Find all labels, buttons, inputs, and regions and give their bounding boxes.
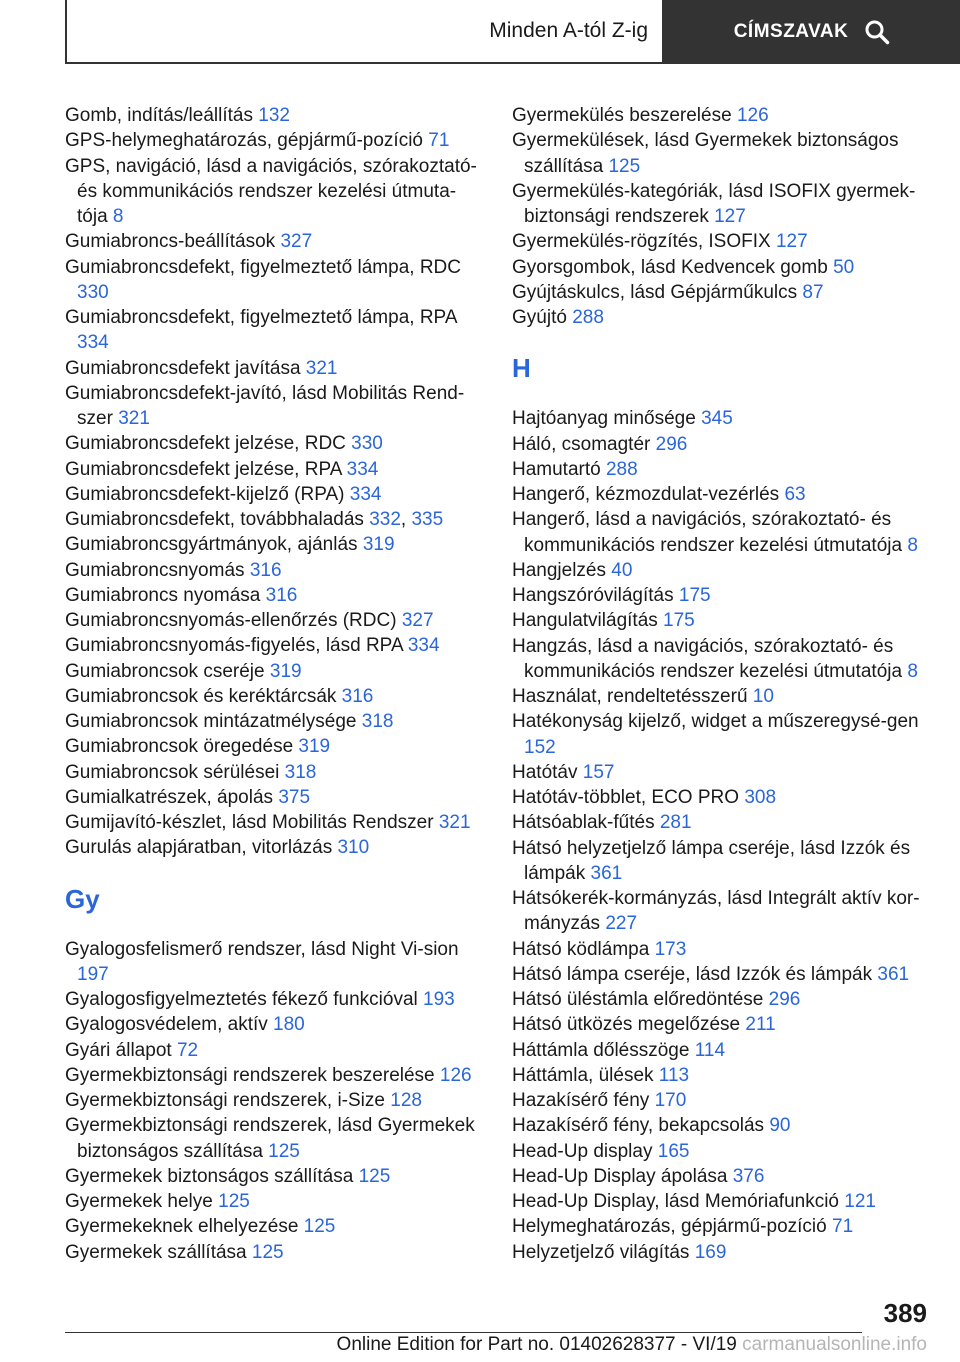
index-entry-text: Gumiabroncsdefekt-kijelző (RPA) — [65, 483, 345, 505]
page-link[interactable]: 334 — [77, 332, 109, 354]
page-link[interactable]: 125 — [251, 1241, 284, 1263]
page-link[interactable]: 8 — [907, 534, 918, 556]
index-entry-text: Gumialkatrészek, ápolás — [65, 786, 274, 808]
page-link[interactable]: 335 — [411, 509, 444, 530]
index-entry — [512, 1189, 927, 1214]
index-entry-text: Gumiabroncs-beállítások — [65, 231, 276, 253]
index-entry — [512, 608, 927, 633]
index-entry-text: Gyújtó — [512, 307, 567, 328]
page-link[interactable]: 361 — [877, 963, 910, 985]
page-link[interactable]: 157 — [582, 761, 615, 783]
index-entry-text: Hatótáv — [512, 761, 578, 783]
index-entry — [512, 1088, 927, 1113]
index-entry-text: Hangerő, kézmozdulat-vezérlés — [512, 484, 780, 505]
index-entry-text: Gumiabroncsok mintázatmélysége — [65, 711, 357, 732]
index-entry: Gumiabroncsdefekt, továbbhaladás 332, 335 — [65, 509, 444, 530]
index-entry-text: Hangszóróvilágítás — [512, 585, 674, 606]
index-entry — [65, 1063, 485, 1088]
index-entry — [512, 432, 927, 457]
index-entry-text: Gyermekek biztonságos szállítása — [65, 1165, 354, 1187]
index-entry — [65, 709, 485, 734]
index-entry — [65, 633, 485, 658]
index-entry — [65, 810, 485, 835]
index-entry — [65, 1240, 485, 1265]
page-link[interactable]: 319 — [298, 736, 331, 758]
page-link[interactable]: 281 — [659, 812, 692, 834]
index-entry-text: Gumiabroncsdefekt jelzése, RPA — [65, 458, 342, 480]
index-entry-text: Gyermekbiztonsági rendszerek beszerelése — [65, 1064, 435, 1086]
index-entry — [65, 1214, 485, 1239]
index-entry — [512, 1012, 927, 1037]
index-entry-text: Gyári állapot — [65, 1039, 172, 1061]
index-entry-text: Gyújtáskulcs, lásd Gépjárműkulcs — [512, 281, 798, 303]
page-number: 389 — [883, 1298, 927, 1328]
page-link[interactable]: 169 — [694, 1241, 727, 1263]
index-entry — [512, 128, 927, 179]
page-link[interactable]: 296 — [768, 989, 801, 1010]
index-entry-text: Gumiabroncsdefekt javítása — [65, 357, 301, 379]
page-link[interactable]: 296 — [655, 433, 688, 455]
index-entry-text: Használat, rendeltetésszerű — [512, 686, 748, 707]
page-link[interactable]: 71 — [832, 1216, 854, 1238]
page-link[interactable]: 316 — [249, 559, 282, 581]
page-link[interactable]: 87 — [802, 281, 824, 303]
index-entry-text: Gumiabroncsok és keréktárcsák — [65, 685, 337, 707]
page-link[interactable]: 361 — [590, 862, 623, 884]
page-link[interactable]: 318 — [361, 711, 394, 732]
page-link[interactable]: 71 — [428, 130, 450, 152]
index-entry-text: Gyalogosfigyelmeztetés fékező funkcióval — [65, 989, 418, 1010]
index-entry-text: Gumiabroncsdefekt, továbbhaladás — [65, 509, 364, 530]
page-link[interactable]: 8 — [907, 660, 918, 682]
index-entry-text: Hangzás, lásd a navigációs, szórakoztató- és kommunikációs rendszer kezelési útmutatója — [512, 635, 903, 682]
page-link[interactable]: 152 — [524, 736, 556, 758]
index-entry — [512, 305, 927, 330]
index-entry-text: Helyzetjelző világítás — [512, 1241, 690, 1263]
index-entry — [65, 987, 485, 1012]
page-link[interactable]: 125 — [268, 1140, 300, 1162]
index-entry — [65, 356, 485, 381]
index-entry-text: GPS-helymeghatározás, gépjármű-pozíció — [65, 130, 424, 152]
index-entry — [65, 255, 485, 306]
index-entry-text: Gomb, indítás/leállítás — [65, 105, 253, 126]
page-link[interactable]: 330 — [351, 433, 383, 455]
index-entry — [512, 507, 927, 558]
index-entry — [65, 1038, 485, 1063]
index-entry — [512, 962, 927, 987]
index-entry-text: Gumiabroncsnyomás-figyelés, lásd RPA — [65, 635, 403, 657]
index-entry-text: Head-Up Display ápolása — [512, 1165, 728, 1187]
index-entry — [65, 1113, 485, 1164]
index-entry — [512, 684, 927, 709]
index-entry-text: Gumiabroncsdefekt, figyelmeztető lámpa, RDC — [65, 256, 461, 278]
page-link[interactable]: 227 — [605, 913, 638, 935]
index-entry — [65, 785, 485, 810]
page-link[interactable]: 170 — [654, 1090, 687, 1111]
page-link[interactable]: 376 — [732, 1165, 765, 1187]
index-entry — [512, 406, 927, 431]
index-entry-text: Gumiabroncsok cseréje — [65, 660, 265, 682]
page-link[interactable]: 173 — [654, 938, 687, 960]
index-entry-text: Hátsó ütközés megelőzése — [512, 1014, 741, 1036]
index-entry-text: Gurulás alapjáratban, vitorlázás — [65, 837, 333, 859]
footer — [337, 1334, 927, 1356]
index-entry-text: Gyermekülés-rögzítés, ISOFIX — [512, 231, 771, 253]
index-entry — [512, 229, 927, 254]
page-link[interactable]: 308 — [744, 787, 777, 808]
index-entry-text: Hangjelzés — [512, 559, 606, 581]
index-entry-text: Gumijavító-készlet, lásd Mobilitás Rendszer — [65, 812, 434, 833]
page-link[interactable]: 175 — [678, 585, 711, 606]
index-entry-text: Gumiabroncsdefekt-javító, lásd Mobilitás Rend-szer — [65, 382, 465, 429]
index-entry — [512, 558, 927, 583]
index-entry-text: Hátsó üléstámla előredöntése — [512, 989, 764, 1010]
page-link[interactable]: 121 — [844, 1191, 876, 1212]
search-icon[interactable] — [864, 19, 890, 45]
index-entry — [65, 1164, 485, 1189]
index-entry — [512, 937, 927, 962]
index-entry — [65, 734, 485, 759]
page-link[interactable]: 125 — [608, 155, 641, 177]
index-entry — [65, 608, 485, 633]
index-entry-text: Head-Up display — [512, 1140, 653, 1162]
index-entry-text: Gyermekülés beszerelése — [512, 105, 732, 126]
index-entry-text: Gyermekeknek elhelyezése — [65, 1216, 299, 1238]
index-entry-text: Gumiabroncsdefekt, figyelmeztető lámpa, RPA — [65, 307, 457, 328]
index-entry — [512, 987, 927, 1012]
index-entry-text: Hátsó ködlámpa — [512, 938, 650, 960]
page-link[interactable]: 193 — [423, 989, 455, 1010]
page-link[interactable]: 125 — [303, 1216, 336, 1238]
index-entry-text: Hamutartó — [512, 458, 601, 480]
page-link[interactable]: 321 — [118, 408, 150, 429]
index-entry-text: Gyalogosfelismerő rendszer, lásd Night Vi-sion — [65, 938, 459, 960]
page-link[interactable]: 327 — [280, 231, 313, 253]
index-entry-text: Hajtóanyag minősége — [512, 408, 696, 430]
index-entry — [65, 583, 485, 608]
index-entry-text: Head-Up Display, lásd Memóriafunkció — [512, 1191, 839, 1212]
page-link[interactable]: 165 — [657, 1140, 690, 1162]
index-column-left — [65, 103, 485, 1265]
index-entry — [512, 1240, 927, 1265]
index-entry — [512, 179, 927, 230]
index-entry-text: Hatótáv-többlet, ECO PRO — [512, 787, 740, 808]
page-link[interactable]: 90 — [769, 1115, 791, 1137]
index-entry-text: Hangerő, lásd a navigációs, szórakoztató- és kommunikációs rendszer kezelési útmutatója — [512, 509, 903, 556]
index-entry — [512, 760, 927, 785]
index-entry-text: Hátsókerék-kormányzás, lásd Integrált aktív kor-mányzás — [512, 888, 920, 935]
page-link[interactable]: 375 — [278, 786, 311, 808]
page-link[interactable]: 132 — [258, 105, 290, 126]
page-link[interactable]: 321 — [438, 812, 471, 833]
index-entry-text: Hatékonyság kijelző, widget a műszeregysé-gen — [512, 711, 919, 733]
section-heading: Gy — [65, 883, 100, 914]
page-link[interactable]: 211 — [745, 1014, 776, 1036]
page-link[interactable]: 321 — [305, 357, 338, 379]
index-entry — [65, 558, 485, 583]
index-entry-text: Hátsó helyzetjelző lámpa cseréje, lásd Izzók és lámpák — [512, 837, 911, 884]
index-entry-text: Hazakísérő fény, bekapcsolás — [512, 1115, 765, 1137]
footer-watermark: carmanualsonline.info — [742, 1334, 927, 1355]
page-link[interactable]: 334 — [407, 635, 440, 657]
index-entry — [65, 1189, 485, 1214]
page-link[interactable]: 127 — [775, 231, 808, 253]
index-entry — [65, 684, 485, 709]
index-entry-text: Gyorsgombok, lásd Kedvencek gomb — [512, 256, 828, 278]
index-entry — [512, 457, 927, 482]
index-entry-text: Gumiabroncsok öregedése — [65, 736, 294, 758]
tab-index[interactable] — [65, 0, 664, 64]
index-entry-text: Háttámla, ülések — [512, 1064, 654, 1086]
page-link[interactable]: 197 — [77, 963, 109, 985]
page-link[interactable]: 334 — [349, 483, 382, 505]
index-entry — [512, 255, 927, 280]
index-entry — [512, 1038, 927, 1063]
page-link[interactable]: 319 — [269, 660, 302, 682]
index-entry-text: Gyermekülés-kategóriák, lásd ISOFIX gyermek-biztonsági rendszerek — [512, 180, 916, 227]
page-link[interactable]: 288 — [605, 458, 638, 480]
tab-index-label: Minden A-tól Z-ig — [489, 19, 648, 42]
index-entry — [65, 760, 485, 785]
page-link[interactable]: 40 — [611, 559, 633, 581]
index-entry — [512, 1164, 927, 1189]
index-entry-text: Gumiabroncsnyomás-ellenőrzés (RDC) — [65, 610, 397, 631]
page-link[interactable]: 318 — [284, 761, 317, 783]
page-link[interactable]: 180 — [273, 1014, 305, 1036]
page-link[interactable]: 127 — [714, 206, 746, 227]
index-entry — [65, 937, 485, 988]
index-entry — [65, 103, 485, 128]
page-link[interactable]: 316 — [341, 685, 374, 707]
index-entry — [512, 785, 927, 810]
index-entry-text: Hátsó lámpa cseréje, lásd Izzók és lámpák — [512, 963, 873, 985]
footer-divider — [65, 1332, 862, 1333]
index-entry-text: Gumiabroncsok sérülései — [65, 761, 280, 783]
index-entry-text: Gumiabroncsgyártmányok, ajánlás — [65, 534, 358, 556]
tab-keywords-label: CÍMSZAVAK — [733, 21, 849, 42]
page-link[interactable]: 334 — [346, 458, 379, 480]
index-entry — [512, 1214, 927, 1239]
index-entry — [65, 431, 485, 456]
index-entry — [65, 305, 485, 356]
index-entry-text: Gyermekek szállítása — [65, 1241, 247, 1263]
index-entry — [512, 1139, 927, 1164]
index-entry — [512, 1113, 927, 1138]
page-link[interactable]: 345 — [701, 408, 733, 430]
index-entry-text: Háló, csomagtér — [512, 433, 651, 455]
index-entry — [512, 280, 927, 305]
index-entry-text: Helymeghatározás, gépjármű-pozíció — [512, 1216, 827, 1238]
page-link[interactable]: 316 — [265, 584, 298, 606]
index-entry — [65, 659, 485, 684]
index-entry — [512, 886, 927, 937]
page-link[interactable]: 50 — [833, 256, 855, 278]
page-link[interactable]: 125 — [358, 1165, 391, 1187]
index-entry — [512, 810, 927, 835]
index-entry-text: Gyermekbiztonsági rendszerek, i-Size — [65, 1090, 385, 1111]
index-entry — [512, 634, 927, 685]
index-entry — [65, 482, 485, 507]
index-entry-text: Gumiabroncs nyomása — [65, 584, 261, 606]
page-link[interactable]: 72 — [176, 1039, 199, 1061]
page-link[interactable]: 114 — [694, 1039, 726, 1061]
index-entry — [65, 457, 485, 482]
tab-keywords[interactable] — [664, 0, 960, 64]
index-entry — [512, 583, 927, 608]
index-entry-text: Gyermekülések, lásd Gyermekek biztonságos szállítása — [512, 130, 899, 177]
page-link[interactable]: 126 — [439, 1064, 472, 1086]
index-column-right — [512, 103, 927, 1265]
page-link[interactable]: 175 — [663, 610, 695, 632]
index-entry — [65, 1012, 485, 1037]
index-entry-text: Hátsóablak-fűtés — [512, 812, 655, 834]
page-link[interactable]: 288 — [572, 307, 604, 328]
page-link[interactable]: 330 — [77, 281, 109, 303]
index-entry-text: Hangulatvilágítás — [512, 610, 658, 632]
page-link[interactable]: 126 — [736, 105, 769, 126]
index-entry-text: GPS, navigáció, lásd a navigációs, szórakoztató- és kommunikációs rendszer kezelési útmuta-tója — [65, 155, 477, 227]
page-link[interactable]: 63 — [784, 484, 806, 505]
section-heading: H — [512, 353, 531, 384]
index-entry — [65, 381, 485, 432]
index-entry — [65, 154, 485, 230]
index-entry-text: Hazakísérő fény — [512, 1090, 650, 1111]
page-link[interactable]: 10 — [752, 686, 774, 707]
index-entry-text: Gumiabroncsnyomás — [65, 559, 245, 581]
index-entry — [512, 482, 927, 507]
index-entry — [65, 1088, 485, 1113]
page-link[interactable]: 125 — [218, 1191, 250, 1212]
page-link[interactable]: 332 — [369, 509, 401, 530]
page-link[interactable]: 310 — [337, 837, 370, 859]
footer-edition: Online Edition for Part no. 01402628377 - VI/19 — [336, 1334, 737, 1355]
index-entry-text: Gyalogosvédelem, aktív — [65, 1014, 268, 1036]
index-entry — [65, 128, 485, 153]
page-link[interactable]: 128 — [390, 1090, 422, 1111]
index-entry-text: Háttámla dőlésszöge — [512, 1039, 690, 1061]
index-entry — [65, 532, 485, 557]
page-link[interactable]: 8 — [112, 206, 124, 227]
page-link[interactable]: 327 — [401, 610, 434, 631]
index-entry — [512, 103, 927, 128]
index-entry-text: Gyermekbiztonsági rendszerek, lásd Gyermekek biztonságos szállítása — [65, 1115, 475, 1162]
page-header — [65, 0, 960, 64]
index-entry — [512, 1063, 927, 1088]
index-entry-text: Gyermekek helye — [65, 1191, 213, 1212]
page-link[interactable]: 319 — [362, 534, 395, 556]
index-entry — [512, 709, 927, 760]
index-entry — [65, 835, 485, 860]
index-entry — [512, 836, 927, 887]
index-entry-text: Gumiabroncsdefekt jelzése, RDC — [65, 433, 346, 455]
page-link[interactable]: 113 — [658, 1064, 690, 1086]
index-entry — [65, 229, 485, 254]
